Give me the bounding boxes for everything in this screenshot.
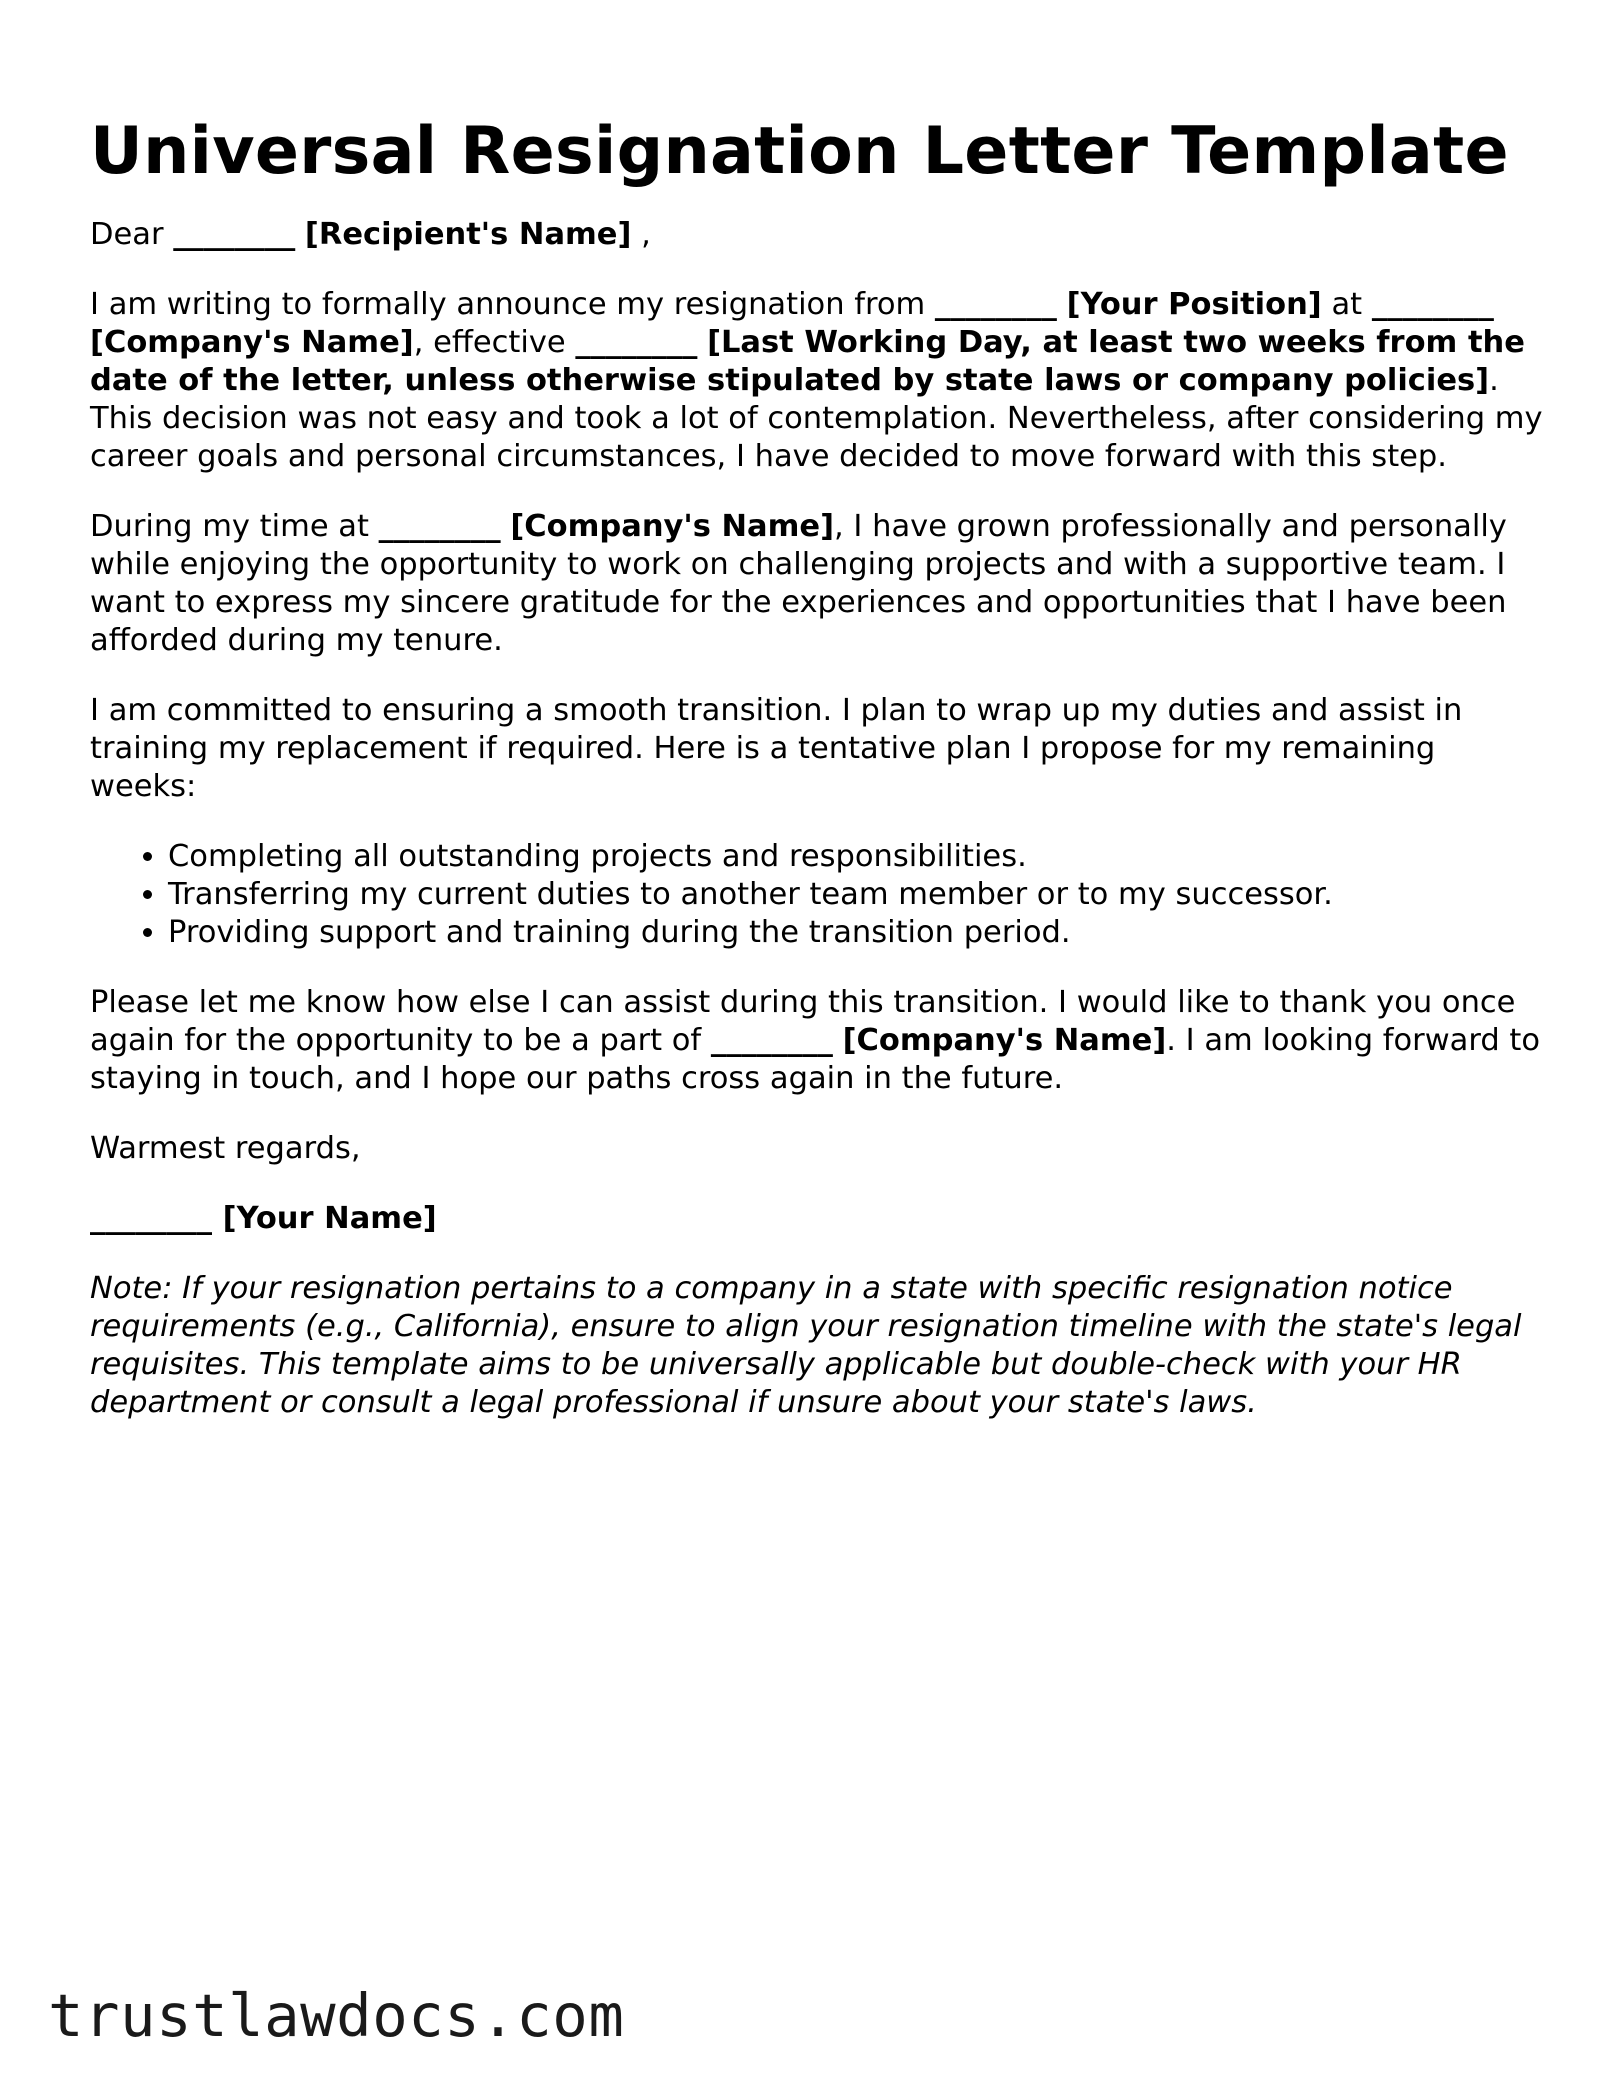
recipient-placeholder: [Recipient's Name] bbox=[304, 217, 632, 252]
gratitude-text-1: During my time at bbox=[90, 509, 369, 544]
closing-text-1: Please let me know how else I can assist during this transition. I would like to thank you once again for the opportunity to be a part of bbox=[90, 985, 1516, 1058]
greeting-prefix: Dear bbox=[90, 217, 164, 252]
company-blank: ________ bbox=[378, 509, 501, 544]
letter-page bbox=[90, 104, 1550, 1422]
gratitude-paragraph bbox=[90, 508, 1550, 660]
company-placeholder: [Company's Name] bbox=[842, 1023, 1167, 1058]
signature-line bbox=[90, 1200, 1550, 1238]
closing-paragraph bbox=[90, 984, 1550, 1098]
company-placeholder: [Company's Name] bbox=[90, 325, 414, 360]
position-blank: ________ bbox=[934, 287, 1057, 322]
intro-text-4: . This decision was not easy and took a lot of contemplation. Nevertheless, after considering my career goals and personal circumstances, I have decided to move forward with this step. bbox=[90, 363, 1543, 474]
transition-paragraph: I am committed to ensuring a smooth transition. I plan to wrap up my duties and assist in training my replacement if required. Here is a tentative plan I propose for my remaining weeks: bbox=[90, 693, 1463, 804]
position-placeholder: [Your Position] bbox=[1066, 287, 1322, 322]
transition-plan-list bbox=[90, 838, 1550, 952]
name-blank: ________ bbox=[90, 1201, 212, 1236]
company-blank: ________ bbox=[1371, 287, 1494, 322]
closing-salutation: Warmest regards, bbox=[90, 1131, 361, 1166]
intro-paragraph bbox=[90, 286, 1550, 476]
company-placeholder: [Company's Name] bbox=[510, 509, 835, 544]
list-item: • Completing all outstanding projects and responsibilities. bbox=[168, 838, 1550, 876]
last-day-placeholder: [Last Working Day, at least two weeks from the date of the letter, unless otherwise stipulated by state laws or company policies] bbox=[90, 325, 1525, 398]
legal-note: Note: If your resignation pertains to a company in a state with specific resignation notice requirements (e.g., California), ensure to align your resignation timeline with the state's legal requisites. This template aims to be universally applicable but double-check with your HR department or consult a legal professional if unsure about your state's laws. bbox=[90, 1271, 1522, 1420]
page-title: Universal Resignation Letter Template bbox=[90, 114, 1509, 189]
list-item: • Providing support and training during the transition period. bbox=[168, 914, 1550, 952]
site-watermark: trustlawdocs.com bbox=[48, 1981, 625, 2050]
gratitude-text-2: , I have grown professionally and personally while enjoying the opportunity to work on challenging projects and with a supportive team. I want to express my sincere gratitude for the experiences and opportunities that I have been afforded during my tenure. bbox=[90, 509, 1507, 658]
name-placeholder: [Your Name] bbox=[222, 1201, 437, 1236]
greeting-suffix: , bbox=[641, 217, 651, 252]
list-item: • Transferring my current duties to another team member or to my successor. bbox=[168, 876, 1550, 914]
intro-text-1: I am writing to formally announce my resignation from bbox=[90, 287, 926, 322]
recipient-blank: ________ bbox=[173, 217, 296, 252]
closing-text-2: . I am looking forward to staying in touch, and I hope our paths cross again in the future. bbox=[90, 1023, 1541, 1096]
intro-text-2: at bbox=[1331, 287, 1363, 322]
greeting-line bbox=[90, 216, 1550, 254]
intro-text-3: , effective bbox=[413, 325, 566, 360]
company-blank: ________ bbox=[710, 1023, 833, 1058]
last-day-blank: ________ bbox=[575, 325, 698, 360]
